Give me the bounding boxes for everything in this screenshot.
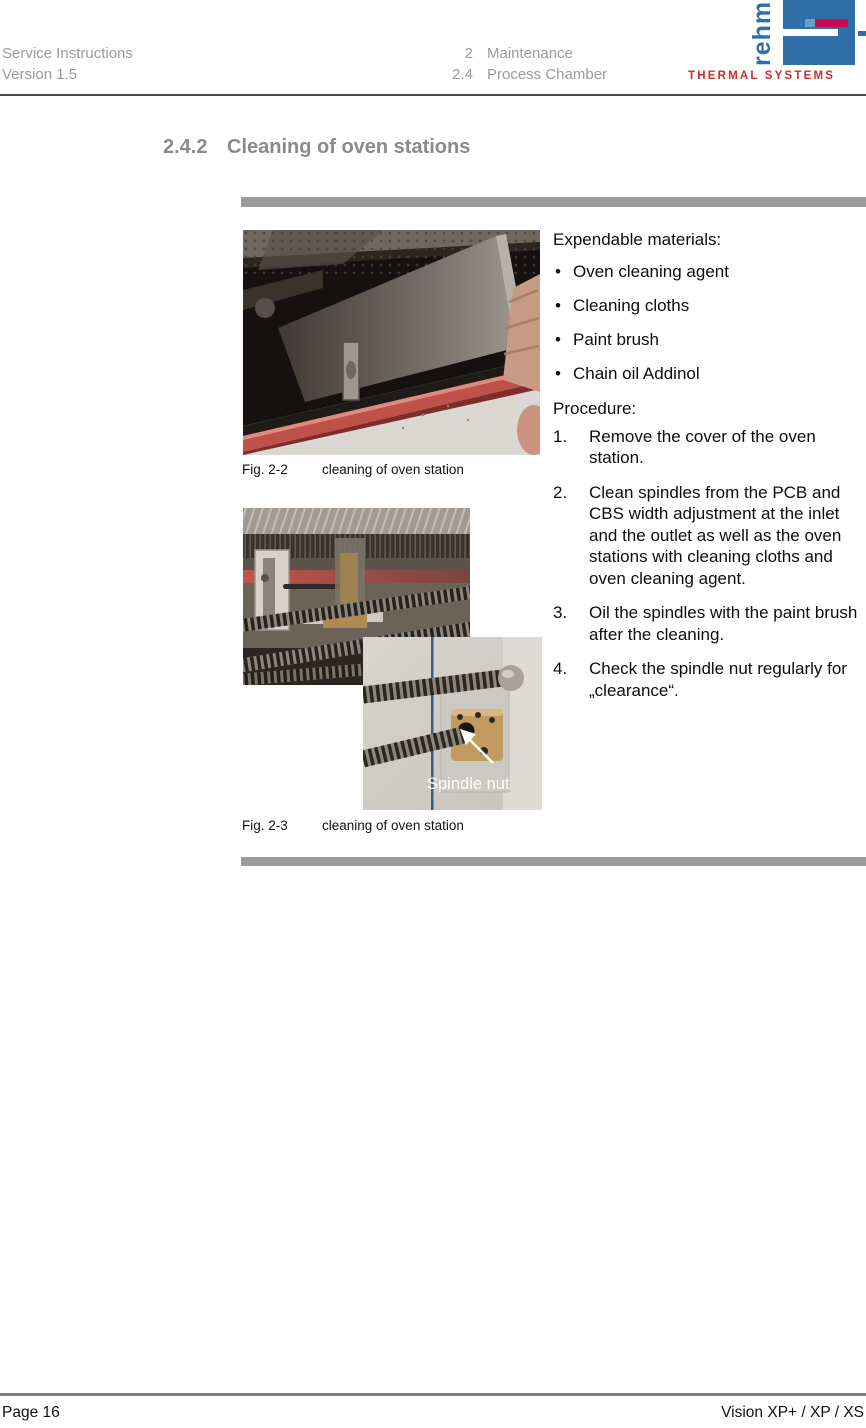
chapter-label: Maintenance [487, 45, 573, 62]
step-text: Clean spindles from the PCB and CBS width adjustment at the inlet and the outlet as well as the oven stations with cleaning cloths and oven cleaning agent. [589, 482, 842, 588]
list-item [553, 261, 866, 283]
material-text: Chain oil Addinol [573, 363, 700, 383]
header-chapter-block [400, 43, 647, 85]
procedure-step [553, 658, 866, 701]
header-divider [0, 94, 866, 96]
procedure-step [553, 482, 866, 590]
materials-list [553, 261, 866, 385]
material-text: Cleaning cloths [573, 295, 690, 315]
header-left [2, 43, 133, 85]
step-text: Remove the cover of the oven station. [589, 426, 816, 467]
procedure-step [553, 426, 866, 469]
footer-product-name: Vision XP+ / XP / XS [721, 1404, 864, 1421]
step-number: 4. [553, 659, 568, 678]
figure-caption-text: cleaning of oven station [322, 818, 464, 833]
list-item [553, 295, 866, 317]
footer-page-number: Page 16 [2, 1404, 60, 1421]
procedure-title: Procedure: [553, 399, 637, 418]
heading-number: 2.4.2 [163, 136, 208, 158]
procedure-steps [553, 426, 866, 702]
step-number: 1. [553, 426, 568, 446]
page-title: Cleaning of oven stations [227, 136, 471, 158]
materials-title: Expendable materials: [553, 230, 722, 249]
step-text: Check the spindle nut regularly for „clearance“. [589, 659, 847, 700]
figure-2-2-caption [242, 462, 562, 477]
material-text: Paint brush [573, 329, 659, 349]
section-label: Process Chamber [487, 66, 608, 83]
logo-brand-text: rehm [748, 0, 776, 66]
spindle-nut-label: Spindle nut [427, 775, 510, 793]
spindle-nut-inset-photo [363, 637, 542, 810]
figure-label: Fig. 2-2 [242, 462, 288, 477]
chapter-number: 2 [464, 45, 473, 62]
figure-2-2-photo [243, 230, 540, 455]
step-text: Oil the spindles with the paint brush after the cleaning. [589, 603, 858, 644]
step-number: 3. [553, 603, 568, 622]
doc-title: Service Instructions [2, 45, 133, 62]
separator-bar-bottom [241, 857, 866, 866]
logo-right-dash [858, 31, 866, 36]
rehm-logo [688, 0, 866, 86]
section-number: 2.4 [452, 66, 473, 83]
list-item [553, 363, 866, 385]
doc-version: Version 1.5 [2, 66, 78, 83]
step-number: 2. [553, 482, 568, 502]
procedure-step [553, 602, 866, 645]
separator-bar-top [241, 197, 866, 207]
figure-2-3-caption [242, 818, 562, 833]
figure-label: Fig. 2-3 [242, 818, 288, 833]
list-item [553, 329, 866, 351]
material-text: Oven cleaning agent [573, 261, 729, 281]
logo-crimson-accent [815, 19, 848, 27]
logo-lightblue-accent [805, 19, 815, 27]
logo-subtitle-text: THERMAL SYSTEMS [688, 70, 836, 82]
figure-caption-text: cleaning of oven station [322, 462, 464, 477]
instructions-column [553, 229, 866, 714]
footer-divider [0, 1393, 866, 1396]
